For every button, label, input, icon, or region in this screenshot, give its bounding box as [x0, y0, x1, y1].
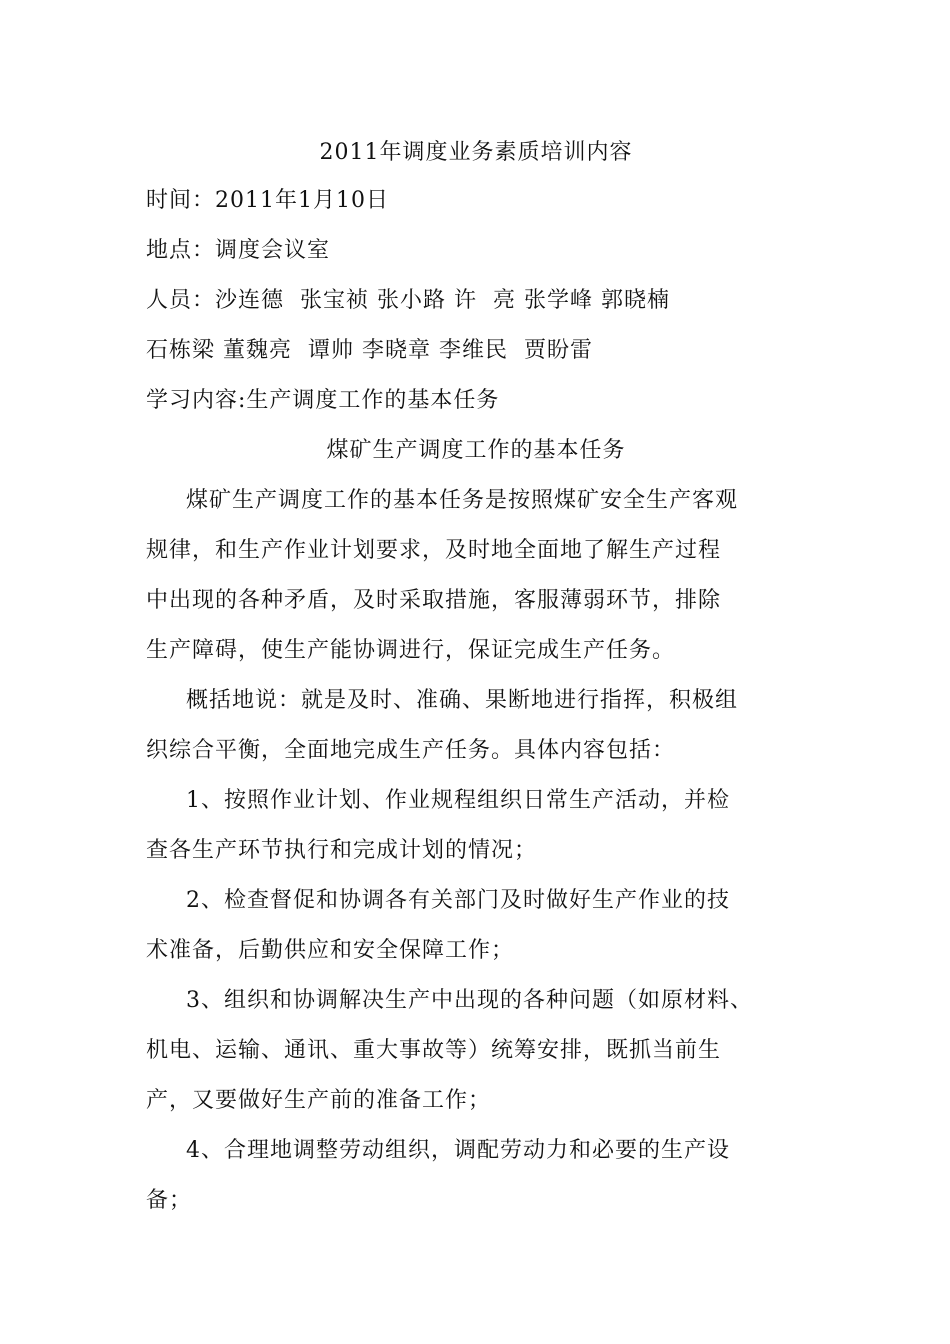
document-title: 2011年调度业务素质培训内容: [319, 140, 633, 165]
list-item-1-line: 查各生产环节执行和完成计划的情况；: [146, 838, 538, 863]
paragraph-line: 概括地说：就是及时、准确、果断地进行指挥，积极组: [186, 688, 739, 713]
list-item-4-line: 4、合理地调整劳动组织，调配劳动力和必要的生产设: [186, 1138, 730, 1163]
list-item-2-line: 术准备，后勤供应和安全保障工作；: [146, 938, 515, 963]
paragraph-line: 规律，和生产作业计划要求，及时地全面地了解生产过程: [146, 538, 722, 563]
list-item-3-line: 3、组织和协调解决生产中出现的各种问题（如原材料、: [186, 988, 753, 1013]
list-item-3-line: 产，又要做好生产前的准备工作；: [146, 1088, 492, 1113]
paragraph-line: 生产障碍，使生产能协调进行，保证完成生产任务。: [146, 638, 676, 663]
paragraph-line: 织综合平衡，全面地完成生产任务。具体内容包括：: [146, 738, 676, 763]
study-content-line: 学习内容:生产调度工作的基本任务: [146, 388, 500, 413]
place-line: 地点：调度会议室: [146, 238, 331, 263]
list-item-4-line: 备；: [146, 1188, 193, 1213]
list-item-2-line: 2、检查督促和协调各有关部门及时做好生产作业的技: [186, 888, 730, 913]
people-line-2: 石栋梁 董魏亮 谭帅 李晓章 李维民 贾盼雷: [146, 338, 593, 363]
list-item-3-line: 机电、运输、通讯、重大事故等）统筹安排，既抓当前生: [146, 1038, 722, 1063]
people-line-1: 人员：沙连德 张宝祯 张小路 许 亮 张学峰 郭晓楠: [146, 288, 670, 313]
paragraph-line: 煤矿生产调度工作的基本任务是按照煤矿安全生产客观: [186, 488, 739, 513]
paragraph-line: 中出现的各种矛盾，及时采取措施，客服薄弱环节，排除: [146, 588, 722, 613]
list-item-1-line: 1、按照作业计划、作业规程组织日常生产活动，并检: [186, 788, 730, 813]
section-title: 煤矿生产调度工作的基本任务: [326, 438, 626, 463]
time-line: 时间：2011年1月10日: [146, 188, 389, 213]
